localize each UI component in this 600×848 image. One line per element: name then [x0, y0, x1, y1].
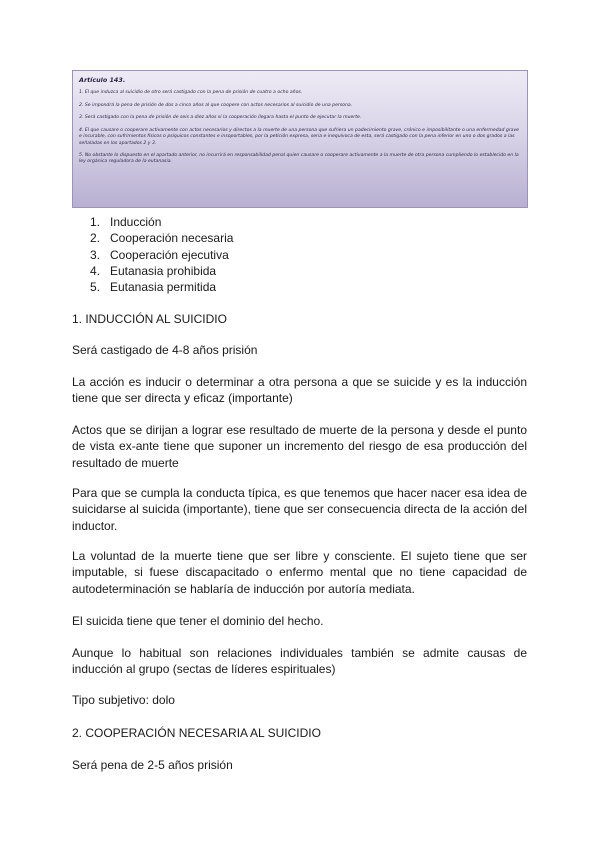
list-item: 3. Cooperación ejecutiva [90, 247, 229, 262]
paragraph: Será castigado de 4-8 años prisión [72, 343, 258, 357]
list-item: 5. Eutanasia permitida [90, 280, 217, 295]
paragraph: Actos que se dirijan a lograr ese resultado de muerte de la persona y desde el punto de vista ex-ante tiene que suponer un incremento del riesgo de esa producción del resultado de muerte [72, 423, 527, 470]
list-item: 1. Inducción [90, 215, 162, 229]
article-paragraph: 1. El que induzca al suicidio de otro será castigado con la pena de prisión de cuatro a ocho años. [79, 90, 303, 95]
article-paragraph: 5. No obstante lo dispuesto en el apartado anterior, no incurrirá en responsabilidad penal quien causare o cooperare activamente a la muerte de otra persona cumpliendo lo establecido en la ley orgánica reguladora de la eutanasia. [79, 152, 519, 165]
section-heading-cooperacion: 2. COOPERACIÓN NECESARIA AL SUICIDIO [72, 726, 321, 740]
list-item-label: Cooperación necesaria [110, 231, 234, 246]
list-item-label: Cooperación ejecutiva [110, 247, 229, 262]
paragraph: El suicida tiene que tener el dominio del hecho. [72, 614, 324, 628]
paragraph: Para que se cumpla la conducta típica, es que tenemos que hacer nacer esa idea de suicidarse al suicida (importante), tiene que ser consecuencia directa de la acción del inductor. [72, 486, 527, 533]
article-paragraph: 3. Será castigado con la pena de prisión de seis a diez años si la cooperación llegara hasta el punto de ejecutar la muerte. [79, 115, 362, 121]
paragraph: Será pena de 2-5 años prisión [72, 758, 233, 772]
list-item-label: Eutanasia permitida [110, 280, 217, 295]
article-143-excerpt-image [72, 70, 528, 208]
paragraph: Aunque lo habitual son relaciones individuales también se admite causas de inducción al grupo (sectas de líderes espirituales) [72, 646, 527, 677]
paragraph: La acción es inducir o determinar a otra persona a que se suicide y es la inducción tiene que ser directa y eficaz (importante) [72, 375, 527, 406]
list-item: 4. Eutanasia prohibida [90, 263, 217, 278]
article-paragraph: 2. Se impondrá la pena de prisión de dos a cinco años al que coopere con actos necesarios al suicidio de una persona. [79, 102, 353, 108]
list-item-label: Inducción [110, 215, 162, 229]
article-paragraph: 4. El que causare o cooperare activamente con actos necesarios y directos a la muerte de una persona que sufriera un padecimiento grave, crónico e imposibilitante o una enfermedad grave e incurable, con sufrimientos físicos o psíquicos constantes e insoportables, por la petición expresa, seria e inequívoca de esta, será castigado con la pena inferior en uno o dos grados a las señaladas en los apartados 2 y 3. [79, 127, 519, 146]
list-item: 2. Cooperación necesaria [90, 231, 234, 246]
paragraph: La voluntad de la muerte tiene que ser libre y consciente. El sujeto tiene que ser imputable, si fuese discapacitado o enfermo mental que no tiene capacidad de autodeterminación se hablaría de inducción por autoría mediata. [72, 549, 527, 596]
paragraph: Tipo subjetivo: dolo [72, 693, 175, 707]
list-item-label: Eutanasia prohibida [110, 263, 217, 278]
index-list [90, 214, 233, 295]
article-title: Artículo 143. [79, 76, 126, 84]
section-heading-induccion: 1. INDUCCIÓN AL SUICIDIO [72, 312, 227, 326]
